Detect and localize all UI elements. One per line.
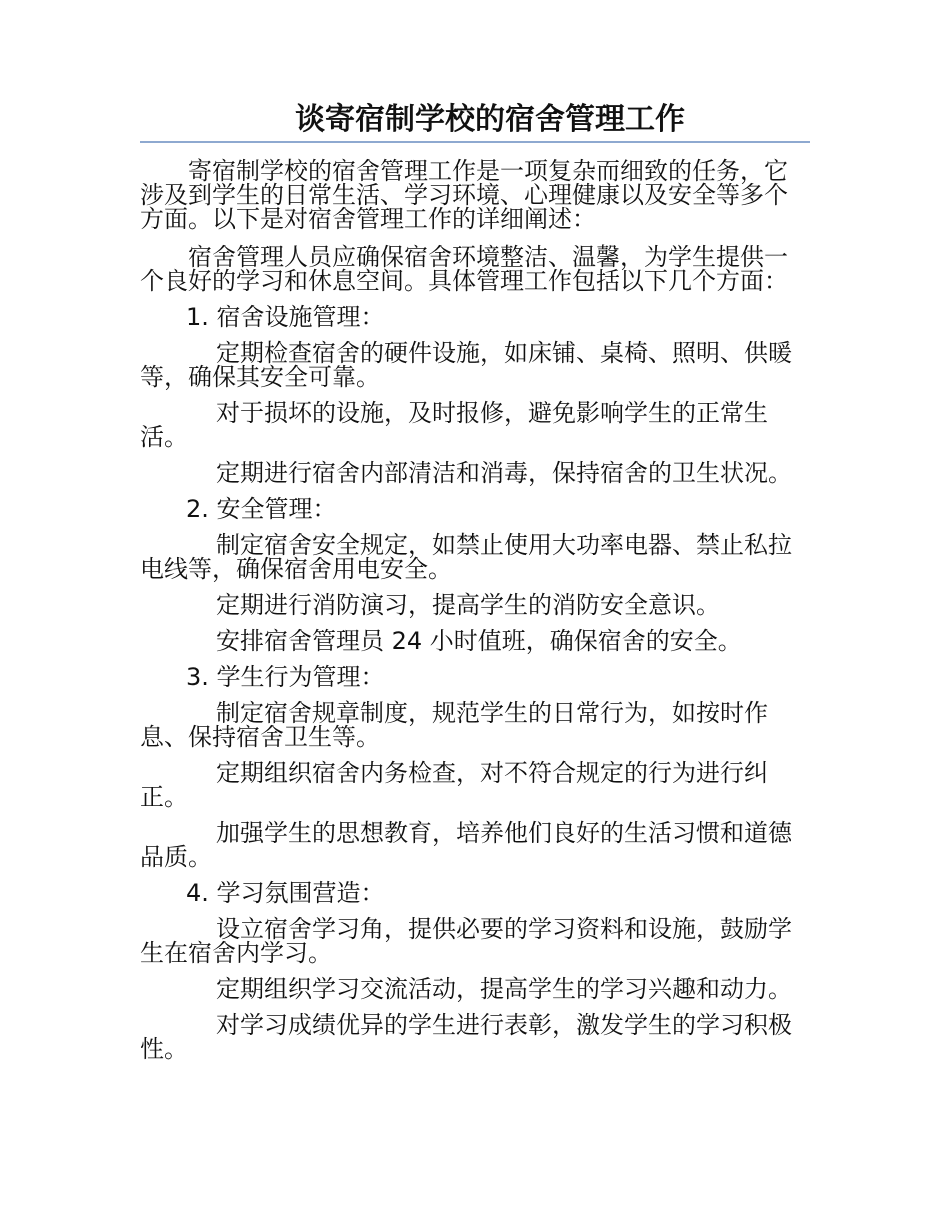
- section-item: 对于损坏的设施，及时报修，避免影响学生的正常生活。: [140, 399, 768, 451]
- section-item: 定期组织宿舍内务检查，对不符合规定的行为进行纠正。: [140, 759, 768, 811]
- section-study-atmosphere: [140, 881, 810, 1061]
- section-item: 定期进行宿舍内部清洁和消毒，保持宿舍的卫生状况。: [216, 459, 792, 487]
- intro-paragraph-1: 寄宿制学校的宿舍管理工作是一项复杂而细致的任务，它涉及到学生的日常生活、学习环境、心理健康以及安全等多个方面。以下是对宿舍管理工作的详细阐述：: [140, 157, 788, 233]
- intro-paragraph-2: 宿舍管理人员应确保宿舍环境整洁、温馨，为学生提供一个良好的学习和休息空间。具体管理工作包括以下几个方面：: [140, 243, 788, 295]
- section-item: 安排宿舍管理员 24 小时值班，确保宿舍的安全。: [216, 627, 742, 655]
- section-safety: [140, 497, 810, 653]
- section-item: 加强学生的思想教育，培养他们良好的生活习惯和道德品质。: [140, 819, 792, 871]
- section-facilities: [140, 305, 810, 485]
- section-heading: 3. 学生行为管理：: [186, 663, 385, 691]
- section-item: 制定宿舍安全规定，如禁止使用大功率电器、禁止私拉电线等，确保宿舍用电安全。: [140, 531, 792, 583]
- section-heading: 2. 安全管理：: [186, 495, 337, 523]
- section-item: 设立宿舍学习角，提供必要的学习资料和设施，鼓励学生在宿舍内学习。: [140, 915, 792, 967]
- document-page: [140, 100, 810, 1061]
- section-item: 制定宿舍规章制度，规范学生的日常行为，如按时作息、保持宿舍卫生等。: [140, 699, 768, 751]
- section-item: 对学习成绩优异的学生进行表彰，激发学生的学习积极性。: [140, 1011, 792, 1063]
- section-item: 定期组织学习交流活动，提高学生的学习兴趣和动力。: [216, 975, 792, 1003]
- document-title: 谈寄宿制学校的宿舍管理工作: [140, 100, 810, 143]
- section-heading: 4. 学习氛围营造：: [186, 879, 385, 907]
- section-item: 定期进行消防演习，提高学生的消防安全意识。: [216, 591, 720, 619]
- section-behavior: [140, 665, 810, 869]
- section-item: 定期检查宿舍的硬件设施，如床铺、桌椅、照明、供暖等，确保其安全可靠。: [140, 339, 792, 391]
- section-heading: 1. 宿舍设施管理：: [186, 303, 385, 331]
